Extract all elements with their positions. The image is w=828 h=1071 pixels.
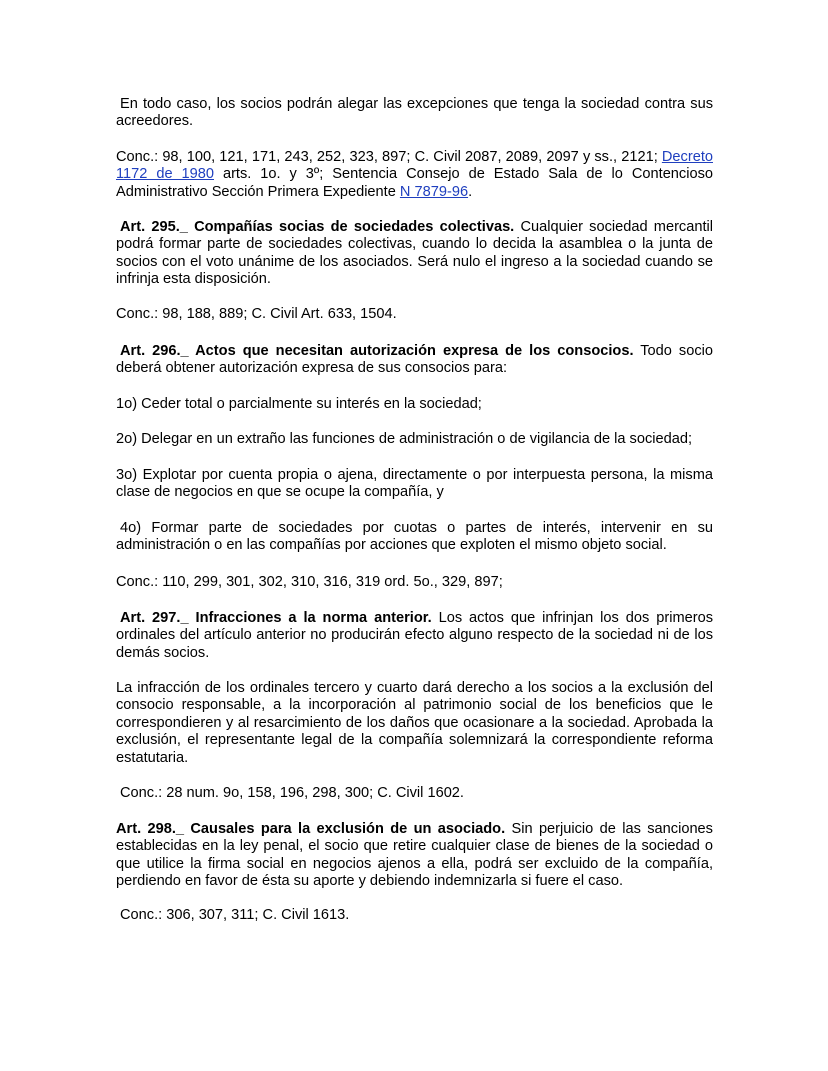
concordancias-paragraph: Conc.: 110, 299, 301, 302, 310, 316, 319 ord. 5o., 329, 897; (116, 574, 503, 590)
article-body: Sin perjuicio de las sanciones establecidas en la ley penal, el socio que retire cualquier clase de bienes de la sociedad o que utilice la firma social en negocios ajenos a ella, podrá ser excluido de la compañía, perdiendo en favor de ésta su aporte y debiendo indemnizarla si fuere el caso. (116, 821, 713, 890)
concordancias-paragraph: Conc.: 306, 307, 311; C. Civil 1613. (120, 907, 350, 923)
article-297 (116, 610, 713, 662)
paragraph-excepciones: En todo caso, los socios podrán alegar las excepciones que tenga la sociedad contra sus acreedores. (116, 96, 713, 130)
article-298 (116, 821, 713, 891)
paragraph-infraccion: La infracción de los ordinales tercero y cuarto dará derecho a los socios a la exclusión del consocio responsable, a la incorporación al patrimonio social de los beneficios que le correspondieren y al resarcimiento de los daños que ocasionare a la sociedad. Aprobada la exclusión, el representante legal de la compañía solemnizará la correspondiente reforma estatutaria. (116, 680, 713, 766)
article-body: Los actos que infrinjan los dos primeros ordinales del artículo anterior no producirán efecto alguno respecto de la sociedad ni de los demás socios. (116, 610, 713, 661)
expediente-link[interactable]: N 7879-96 (399, 183, 469, 200)
conc-text: arts. 1o. y 3º; Sentencia Consejo de Estado Sala de lo Contencioso Administrativo Sección Primera Expediente (116, 166, 713, 200)
article-295 (116, 219, 713, 289)
article-body: Cualquier sociedad mercantil podrá formar parte de sociedades colectivas, cuando lo decida la asamblea o la junta de socios con el voto unánime de los asociados. Será nulo el ingreso a la sociedad cuando se infrinja esta disposición. (116, 219, 713, 288)
list-item: 3o) Explotar por cuenta propia o ajena, directamente o por interpuesta persona, la misma clase de negocios en que se ocupe la compañía, y (116, 467, 713, 501)
article-296 (116, 343, 713, 378)
conc-text: Conc.: 98, 100, 121, 171, 243, 252, 323, 897; C. Civil 2087, 2089, 2097 y ss., 2121; (116, 149, 662, 165)
list-item: 2o) Delegar en un extraño las funciones de administración o de vigilancia de la sociedad; (116, 431, 692, 447)
article-heading: Art. 296._ Actos que necesitan autorización expresa de los consocios. (120, 343, 634, 359)
article-heading: Art. 297._ Infracciones a la norma anterior. (120, 610, 432, 626)
article-heading: Art. 298._ Causales para la exclusión de un asociado. (116, 821, 506, 837)
concordancias-paragraph: Conc.: 98, 188, 889; C. Civil Art. 633, 1504. (116, 306, 397, 322)
decreto-link[interactable]: Decreto 1172 de 1980 (116, 149, 713, 183)
article-body: Todo socio deberá obtener autorización expresa de sus consocios para: (116, 343, 713, 377)
conc-text: . (468, 183, 473, 200)
concordancias-paragraph: Conc.: 28 num. 9o, 158, 196, 298, 300; C. Civil 1602. (120, 785, 464, 801)
list-item: 1o) Ceder total o parcialmente su interés en la sociedad; (116, 396, 482, 412)
article-heading: Art. 295._ Compañías socias de sociedades colectivas. (120, 219, 515, 235)
list-item: 4o) Formar parte de sociedades por cuotas o partes de interés, intervenir en su administración o en las compañías por acciones que exploten el mismo objeto social. (116, 520, 713, 554)
concordancias-paragraph (116, 149, 713, 201)
